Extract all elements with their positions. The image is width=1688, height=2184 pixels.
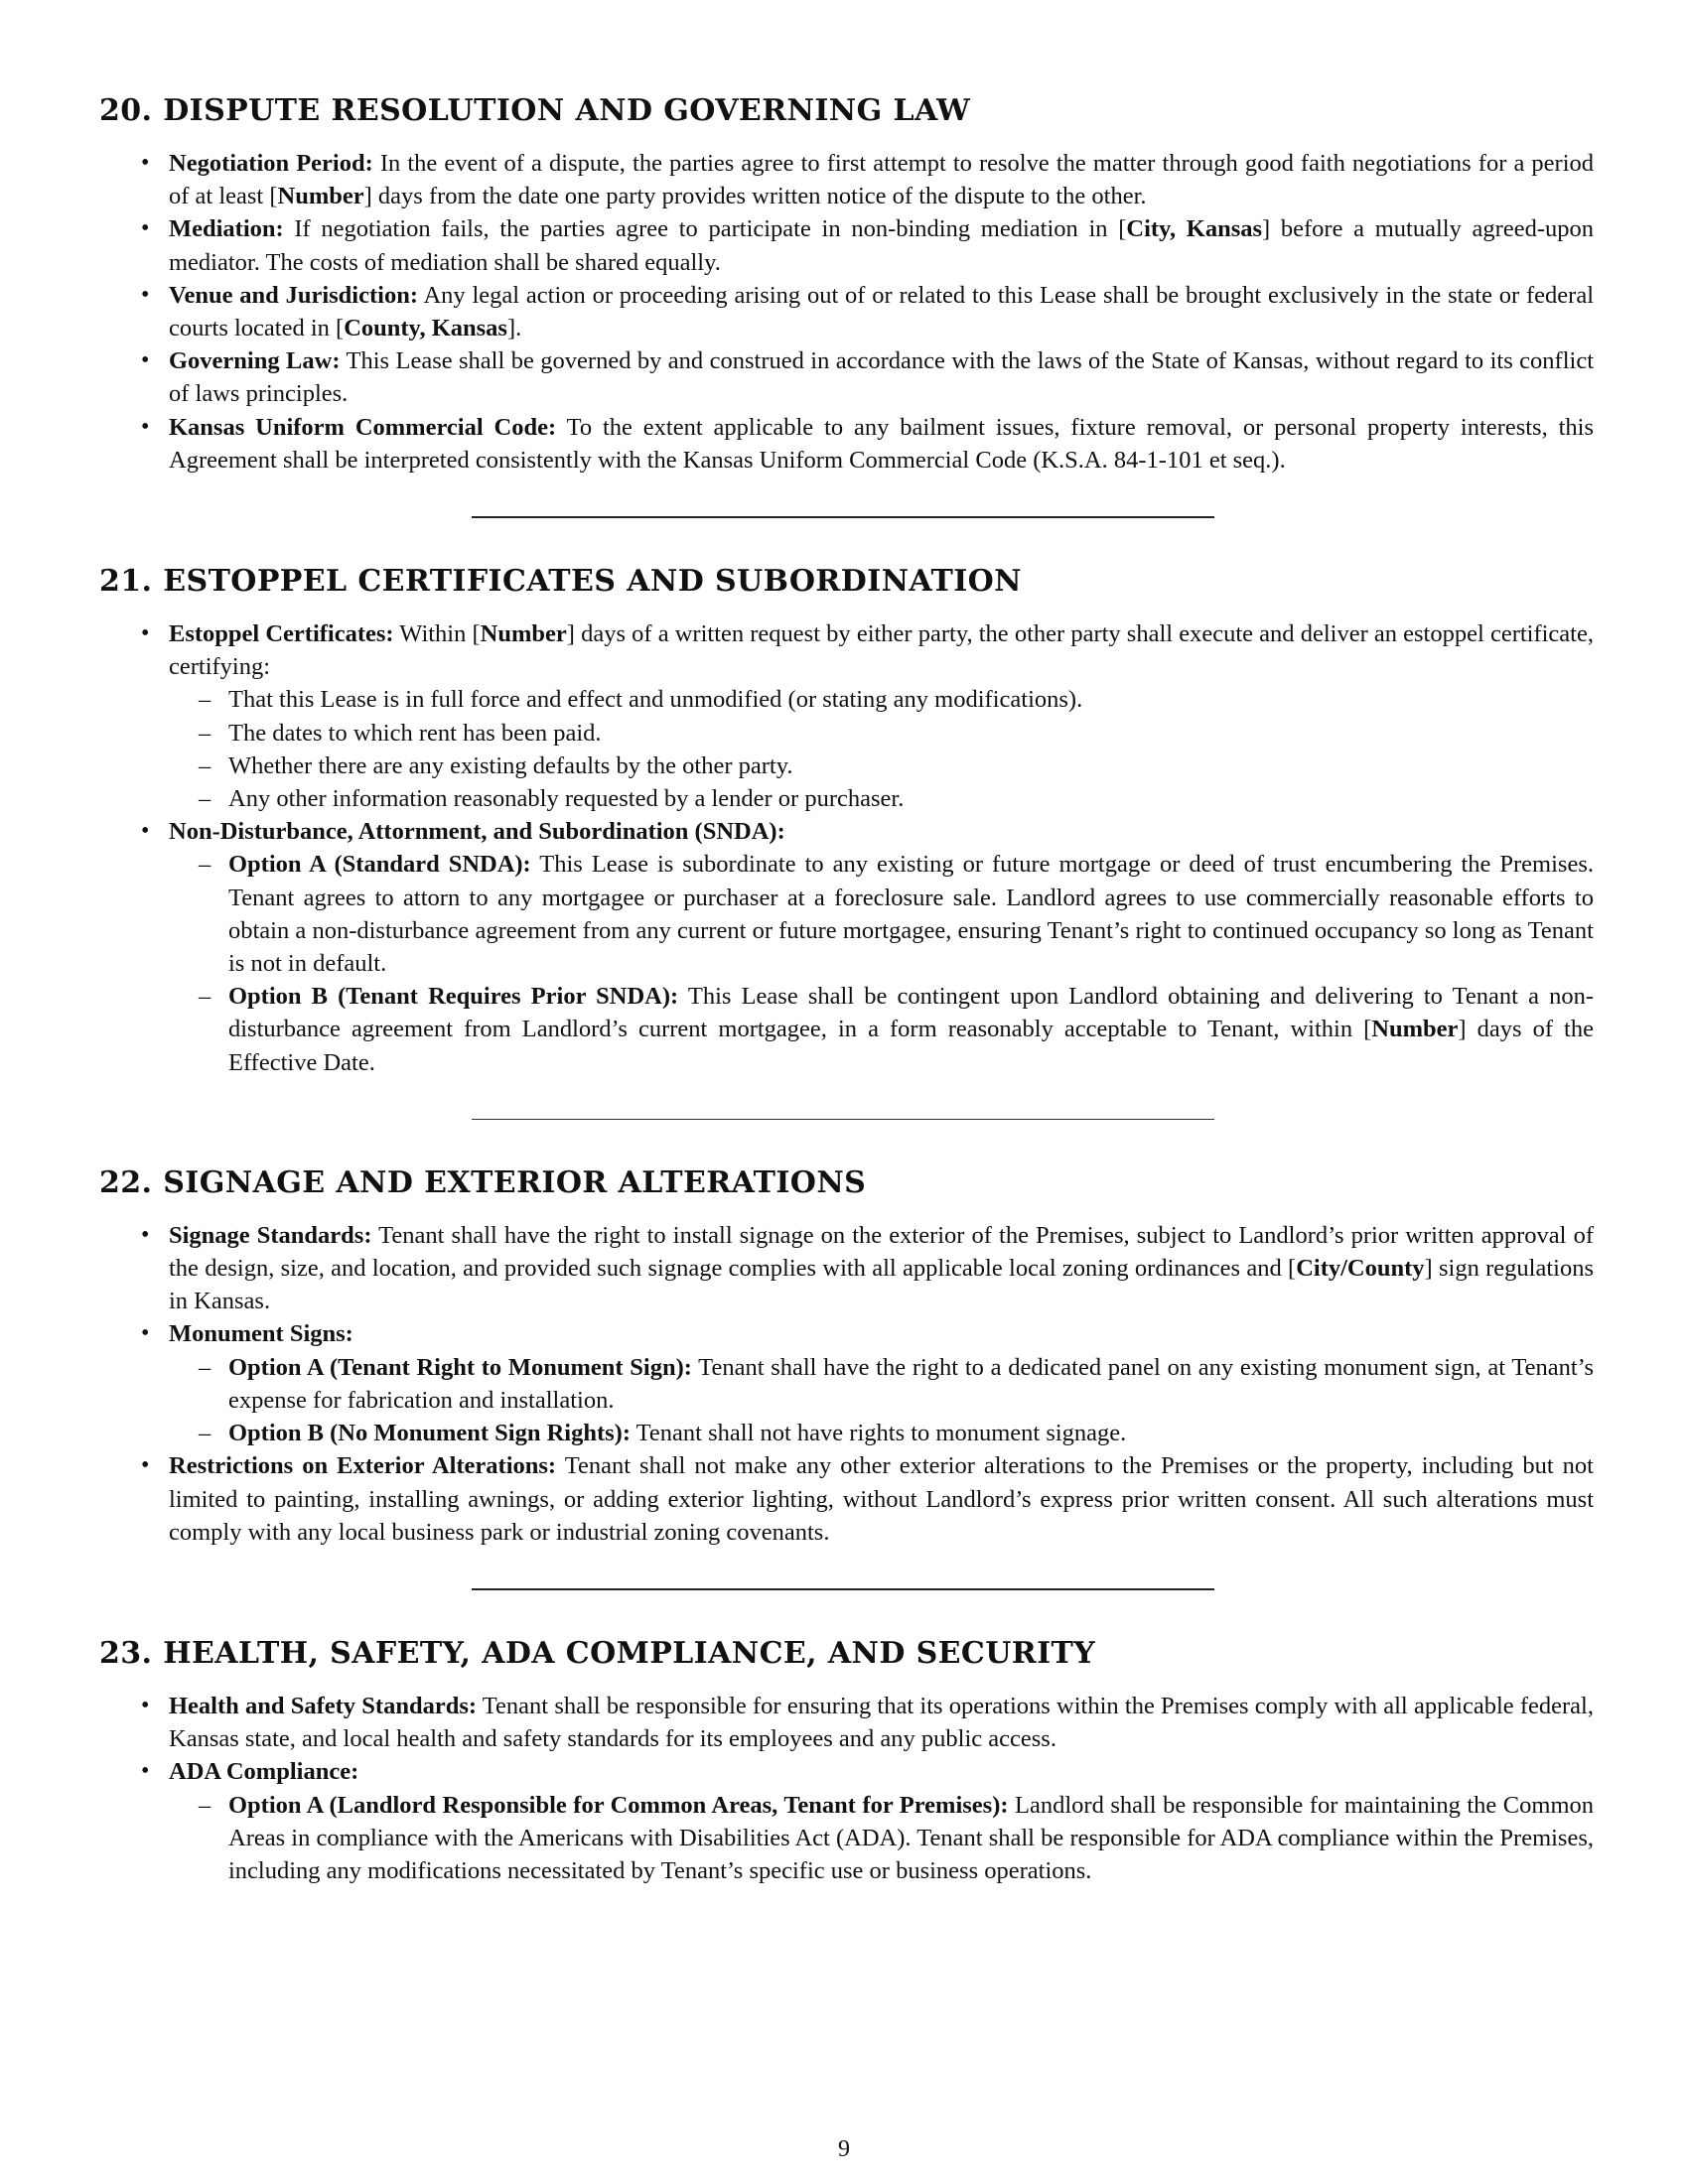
section-divider [472,1119,1214,1120]
section-23-list [99,1690,1594,1887]
list-item [99,1219,1594,1318]
item-text: Tenant shall have the right to install signage on the exterior of the Premises, subject to Landlord’s prior written approval of the design, size, and location, and provided such signage complies with all applicable local zoning ordinances and [ [169,1221,1594,1283]
option-text: This Lease shall be contingent upon Landlord obtaining and delivering to Tenant a non-disturbance agreement from Landlord’s current mortgagee, in a form reasonably acceptable to Tenant, within [ [228,983,1594,1043]
item-label: Kansas Uniform Commercial Code: [169,413,557,441]
option-label: Option A (Landlord Responsible for Common Areas, Tenant for Premises): [228,1791,1009,1819]
item-text: ] before a mutually agreed-upon mediator. The costs of mediation shall be shared equally. [169,215,1594,276]
item-label: Restrictions on Exterior Alterations: [169,1452,557,1480]
item-label: Non-Disturbance, Attornment, and Subordination (SNDA): [169,818,785,846]
item-text: ]. [506,315,522,342]
option-text: Landlord shall be responsible for maintaining the Common Areas in compliance with the Americans with Disabilities Act (ADA). Tenant shall be responsible for ADA compliance within the Premises, including any modifications necessitated by Tenant’s specific use or business operations. [228,1791,1594,1884]
option-label: Option B (No Monument Sign Rights): [228,1420,631,1447]
placeholder: Number [277,183,364,210]
item-text: If negotiation fails, the parties agree to participate in non-binding mediation in [ [283,215,1127,243]
list-item [99,411,1594,477]
option-text: Tenant shall have the right to a dedicated panel on any existing monument sign, at Tenant’s expense for fabrication and installation. [228,1353,1595,1414]
sub-list-item: – Any other information reasonably requested by a lender or purchaser. [169,782,1594,815]
item-text: Any legal action or proceeding arising out of or related to this Lease shall be brought exclusively in the state or federal courts located in [ [169,281,1595,342]
section-20-list [99,147,1594,477]
list-item [99,1317,1594,1449]
option-label: Option A (Tenant Right to Monument Sign): [228,1353,692,1381]
item-text: To the extent applicable to any bailment issues, fixture removal, or personal property interests, this Agreement shall be interpreted consistently with the Kansas Uniform Commercial Code (K.S.A. 84-1-101 et seq.). [169,413,1594,474]
list-item [99,815,1594,1079]
section-divider [472,1588,1214,1590]
sub-list [169,848,1594,1078]
placeholder: Number [480,620,567,648]
placeholder: County, Kansas [344,315,507,342]
option-text: This Lease is subordinate to any existing or future mortgage or deed of trust encumbering the Premises. Tenant agrees to attorn to any mortgagee or purchaser at a foreclosure sale. Landlord agrees to use commercially reasonable efforts to obtain a non-disturbance agreement from any current or future mortgagee, ensuring Tenant’s right to continued occupancy so long as Tenant is not in default. [228,851,1594,978]
sub-list-item [169,1789,1594,1888]
list-item [99,279,1594,344]
list-item [99,1449,1594,1549]
item-text: Tenant shall be responsible for ensuring that its operations within the Premises comply with all applicable federal, Kansas state, and local health and safety standards for its employees and any public access. [169,1692,1594,1753]
list-item [99,344,1594,410]
page-number: 9 [838,2136,850,2162]
list-item [99,212,1594,278]
section-21-list [99,617,1594,1079]
item-label: ADA Compliance: [169,1758,359,1786]
section-23-heading: 23. HEALTH, SAFETY, ADA COMPLIANCE, AND SECURITY [99,1635,1096,1671]
item-label: Estoppel Certificates: [169,620,394,648]
sub-list-item: – The dates to which rent has been paid. [169,717,1594,750]
sub-list-item [169,1417,1594,1449]
item-label: Venue and Jurisdiction: [169,281,418,309]
placeholder: City/County [1296,1255,1425,1283]
item-label: Mediation: [169,215,284,243]
sub-list-item: – Whether there are any existing defaults by the other party. [169,750,1594,782]
section-20-heading: 20. DISPUTE RESOLUTION AND GOVERNING LAW [99,93,971,128]
sub-list [169,1351,1594,1450]
section-22-heading: 22. SIGNAGE AND EXTERIOR ALTERATIONS [99,1164,867,1200]
item-label: Monument Signs: [169,1320,353,1348]
sub-list-item [169,1351,1594,1417]
document-page [99,91,1594,1887]
option-text: Tenant shall not have rights to monument signage. [630,1420,1127,1447]
item-text: ] sign regulations in Kansas. [169,1255,1594,1315]
section-divider [472,516,1214,518]
item-label: Health and Safety Standards: [169,1692,478,1719]
item-text: Within [ [393,620,481,648]
sub-list-item [169,848,1594,980]
section-22-list [99,1219,1594,1549]
item-text: ] days from the date one party provides written notice of the dispute to the other. [363,183,1147,210]
item-text: In the event of a dispute, the parties agree to first attempt to resolve the matter through good faith negotiations for a period of at least [ [169,150,1594,210]
option-label: Option A (Standard SNDA): [228,851,531,879]
sub-list-item: – That this Lease is in full force and effect and unmodified (or stating any modifications). [169,683,1594,716]
sub-list [169,1789,1594,1888]
section-21-heading: 21. ESTOPPEL CERTIFICATES AND SUBORDINATION [99,564,1022,600]
option-text: ] days of the Effective Date. [228,1016,1594,1076]
item-label: Governing Law: [169,347,341,375]
list-item [99,147,1594,212]
sub-list [169,683,1594,815]
item-text: ] days of a written request by either party, the other party shall execute and deliver an estoppel certificate, certifying: [169,620,1594,681]
placeholder: Number [1371,1016,1459,1043]
item-label: Signage Standards: [169,1221,372,1249]
item-label: Negotiation Period: [169,150,373,177]
item-text: This Lease shall be governed by and construed in accordance with the laws of the State of Kansas, without regard to its conflict of laws principles. [169,347,1595,408]
item-text: Tenant shall not make any other exterior alterations to the Premises or the property, including but not limited to painting, installing awnings, or adding exterior lighting, without Landlord’s express prior written consent. All such alterations must comply with any local business park or industrial zoning covenants. [169,1452,1594,1546]
list-item [99,1690,1594,1755]
list-item [99,617,1594,815]
list-item [99,1755,1594,1887]
sub-list-item [169,980,1594,1079]
option-label: Option B (Tenant Requires Prior SNDA): [228,983,679,1011]
placeholder: City, Kansas [1126,215,1263,243]
